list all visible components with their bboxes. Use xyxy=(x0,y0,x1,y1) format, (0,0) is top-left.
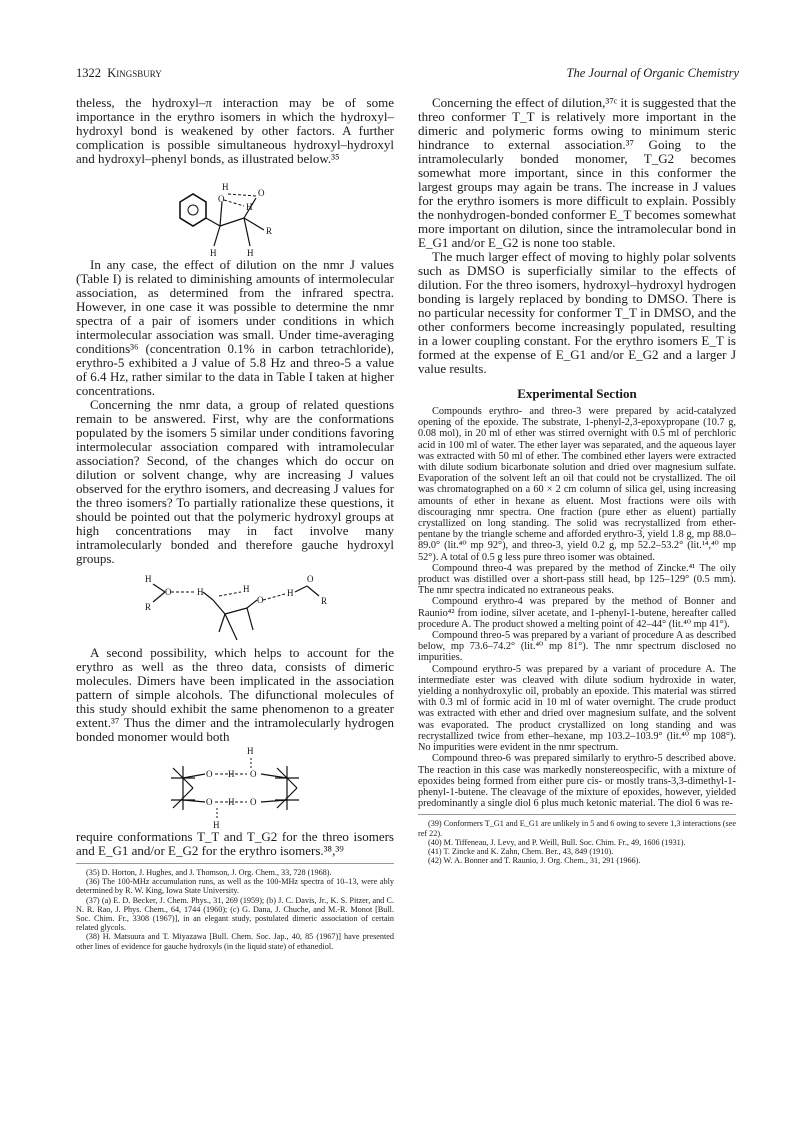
paragraph: The much larger effect of moving to highly polar solvents such as DMSO is superficially similar to the effects of dilution. For the threo isomers, hydroxyl–hydroxyl hydrogen bonding is largely replaced by bonding to DMSO. There is no particular necessity for conformer T_T in DMSO, and the other conformers become increasingly populated, resulting in a lower coupling constant. For the erythro isomers E_T is formed at the expense of E_G1 and/or E_G2 and a larger J value results. xyxy=(418,249,736,376)
atom-label: H xyxy=(246,202,253,212)
atom-label: H xyxy=(228,797,235,807)
paragraph: Compound erythro-5 was prepared by a variant of procedure A. The intermediate ester was cleaved with dilute sodium hydroxide in water, yielding a nonhydroxylic oil, probably an epoxide. This material was stirred with 0.3 ml of formic acid in 10 ml of water overnight. The crude product was extracted with ether and dried over magnesium sulfate, and the solvent was evaporated. The product crystallized on long standing and was recrystallized twice from ether–hexane, mp 103.2–103.9° (lit.⁴⁰ mp 108°). No impurities were evident in the nmr spectrum. xyxy=(418,663,736,754)
structure-diagram-3 xyxy=(155,744,315,830)
atom-label: O xyxy=(206,769,213,779)
experimental-section xyxy=(418,406,736,809)
journal-title: The Journal of Organic Chemistry xyxy=(566,66,739,80)
footnote: (38) H. Matsuura and T. Miyazawa [Bull. Chem. Soc. Jap., 40, 85 (1967)] have presented other lines of evidence for gauche hydroxyls (in the liquid state) of ethanediol. xyxy=(76,932,394,951)
atom-label: H xyxy=(222,182,229,192)
paragraph: Compound threo-4 was prepared by the method of Zincke.⁴¹ The oily product was distilled over a short-pass still head, bp 125–129° (0.5 mm). The nmr spectra indicated no extraneous peaks. xyxy=(418,562,736,597)
paragraph: A second possibility, which helps to account for the erythro as well as the threo data, consists of dimeric molecules. Dimers have been implicated in the association pattern of simple alcohols. The difunctional molecules of this study should exhibit the same phenomenon to a greater extent.³⁷ Thus the dimer and the intramolecularly hydrogen bonded monomer would both xyxy=(76,645,394,744)
footnote: (41) T. Zincke and K. Zahn, Chem. Ber., 43, 849 (1910). xyxy=(428,846,614,856)
paragraph: theless, the hydroxyl–π interaction may be of some importance in the erythro isomers in which the hydroxyl–hydroxyl bond is weakened by other factors. A further complication is possible simultaneous hydroxyl–hydroxyl and hydroxyl–phenyl bonds, as illustrated below.³⁵ xyxy=(76,95,394,166)
atom-label: O xyxy=(258,188,265,198)
atom-label: H xyxy=(145,574,152,584)
atom-label: O xyxy=(165,587,172,597)
footnote-divider xyxy=(76,863,394,864)
structure-diagram-2 xyxy=(135,566,335,646)
atom-label: H xyxy=(228,769,235,779)
atom-label: R xyxy=(145,602,152,612)
atom-label: R xyxy=(321,596,328,606)
right-column xyxy=(418,96,736,865)
paragraph: Concerning the nmr data, a group of related questions remain to be answered. First, why are the conformations populated by the isomers 5 similar under conditions favoring intermolecular association compared with intramolecular association? Second, of the changes which do occur on dilution or solvent change, why are increasing J values observed for the erythro isomers, and decreasing J values for the threo isomers? To partially rationalize these questions, it should be pointed out that the polymeric hydroxyl groups at high concentrations may in fact involve many intramolecularly bonded and therefore gauche hydroxyl groups. xyxy=(76,397,394,566)
paragraph: In any case, the effect of dilution on the nmr J values (Table I) is related to diminishing amounts of intermolecular association, as determined from the infrared spectra. However, in one case it was possible to determine the nmr spectra of a pair of isomers under conditions in which intermolecular association was small. Under time-averaging conditions³⁶ (concentration 0.1% in carbon tetrachloride), erythro-5 exhibited a J value of 5.8 Hz and threo-5 a value of 6.4 Hz, rather similar to the data in Table I taken at higher concentrations. xyxy=(76,257,394,398)
paragraph: Compound erythro-4 was prepared by the method of Bonner and Raunio⁴² from iodine, silver acetate, and 1-phenyl-1-butene, hereafter called procedure A. The product showed a melting point of 42–44° (lit.⁴⁰ mp 41°). xyxy=(418,596,736,630)
paragraph: Compounds erythro- and threo-3 were prepared by acid-catalyzed opening of the epoxide. The substrate, 1-phenyl-2,3-epoxypropane (10.7 g, 0.08 mol), in 20 ml of ether was stirred overnight with 0.5 ml of perchloric acid in 100 ml of water. The ether layer was separated, and the aqueous layer was extracted with 50 ml of ether. The combined ether layers were extracted with dilute sodium bicarbonate solution and dried over magnesium sulfate. Evaporation of the solvent left an oil that could not be crystallized. The oil was chromatographed on a 60 × 2 cm column of silica gel, using increasing amounts of ether in hexane as eluent. Most fractions were oils with discouraging nmr spectra. One fraction (pure ether as eluent) partially crystallized on long standing. The solid was recrystallized from ether-pentane by the triangle scheme and afforded erythro-3, yield 1.8 g, mp 88.0–89.0° (lit.⁴⁰ mp 92°), and threo-3, yield 0.2 g, mp 52.2–53.2° (lit.¹⁴,⁴⁰ mp 52°). A total of 0.5 g less pure threo isomer was obtained. xyxy=(418,406,736,563)
atom-label: H xyxy=(210,248,217,258)
page-header-left xyxy=(76,66,162,81)
paragraph: Concerning the effect of dilution,³⁷ᶜ it is suggested that the threo conformer T_T is relatively more important in the dimeric and polymeric forms owing to minimum steric hindrance to external association.³⁷ Going to the intramolecularly bonded monomer, T_G2 becomes somewhat more important, since in this conformer the largest groups may again be trans. The increase in J values for the erythro isomers is more difficult to explain. Possibly the nonhydrogen-bonded conformer E_T becomes somewhat more important on dilution, since the intramolecular bond in E_G1 and/or E_G2 is none too stable. xyxy=(418,95,736,250)
footnotes-left xyxy=(76,868,394,951)
atom-label: H xyxy=(287,588,294,598)
left-column xyxy=(76,96,394,951)
atom-label: O xyxy=(218,194,225,204)
atom-label: O xyxy=(250,769,257,779)
atom-label: O xyxy=(257,595,264,605)
paragraph: require conformations T_T and T_G2 for the threo isomers and E_G1 and/or E_G2 for the erythro isomers.³⁸,³⁹ xyxy=(76,829,394,858)
atom-label: H xyxy=(247,746,254,756)
running-author: Kingsbury xyxy=(107,66,162,80)
atom-label: O xyxy=(250,797,257,807)
atom-label: O xyxy=(206,797,213,807)
footnote-divider xyxy=(418,814,736,815)
atom-label: H xyxy=(213,820,220,830)
footnote: (36) The 100-MHz accumulation runs, as well as the 100-MHz spectra of 10–13, were ably determined by R. W. King, Iowa State University. xyxy=(76,877,394,896)
atom-label: H xyxy=(243,584,250,594)
paragraph: Compound threo-6 was prepared similarly to erythro-5 described above. The reaction in this case was markedly nonstereospecific, with a mixture of epoxides being formed from either pure cis- or mostly trans-3,3-dimethyl-1-phenyl-1-butene. The cleavage of the mixture of epoxides, however, yielded predominantly a single diol 6 plus much ketonic material. The diol 6 was re- xyxy=(418,753,736,810)
atom-label: H xyxy=(247,248,254,258)
footnotes-right xyxy=(418,819,736,865)
footnote: (42) W. A. Bonner and T. Raunio, J. Org. Chem., 31, 291 (1966). xyxy=(428,856,641,866)
footnote: (37) (a) E. D. Becker, J. Chem. Phys., 31, 269 (1959); (b) J. C. Davis, Jr., K. S. Pitzer, and C. N. R. Rao, J. Phys. Chem., 64, 1744 (1960); (c) G. Dana, J. Chuche, and M.-R. Monot [Bull. Soc. Chim. Fr., 3308 (1967)], in an elegant study, postulated dimeric association of certain related glycols. xyxy=(76,895,394,933)
section-heading: Experimental Section xyxy=(517,386,637,401)
page-number: 1322 xyxy=(76,66,101,80)
structure-diagram-1 xyxy=(160,166,310,258)
atom-label: O xyxy=(307,574,314,584)
atom-label: H xyxy=(197,587,204,597)
footnote: (39) Conformers T_G1 and E_G1 are unlikely in 5 and 6 owing to severe 1,3 interactions (see ref 22). xyxy=(418,819,736,838)
footnote: (40) M. Tiffeneau, J. Levy, and P. Weill, Bull. Soc. Chim. Fr., 49, 1606 (1931). xyxy=(428,837,686,847)
paragraph: Compound threo-5 was prepared by a variant of procedure A as described below, mp 73.6–74.2° (lit.⁴⁰ mp 81°). The nmr spectrum disclosed no impurities. xyxy=(418,630,736,664)
footnote: (35) D. Horton, J. Hughes, and J. Thomson, J. Org. Chem., 33, 728 (1968). xyxy=(86,868,332,877)
atom-label: R xyxy=(266,226,273,236)
